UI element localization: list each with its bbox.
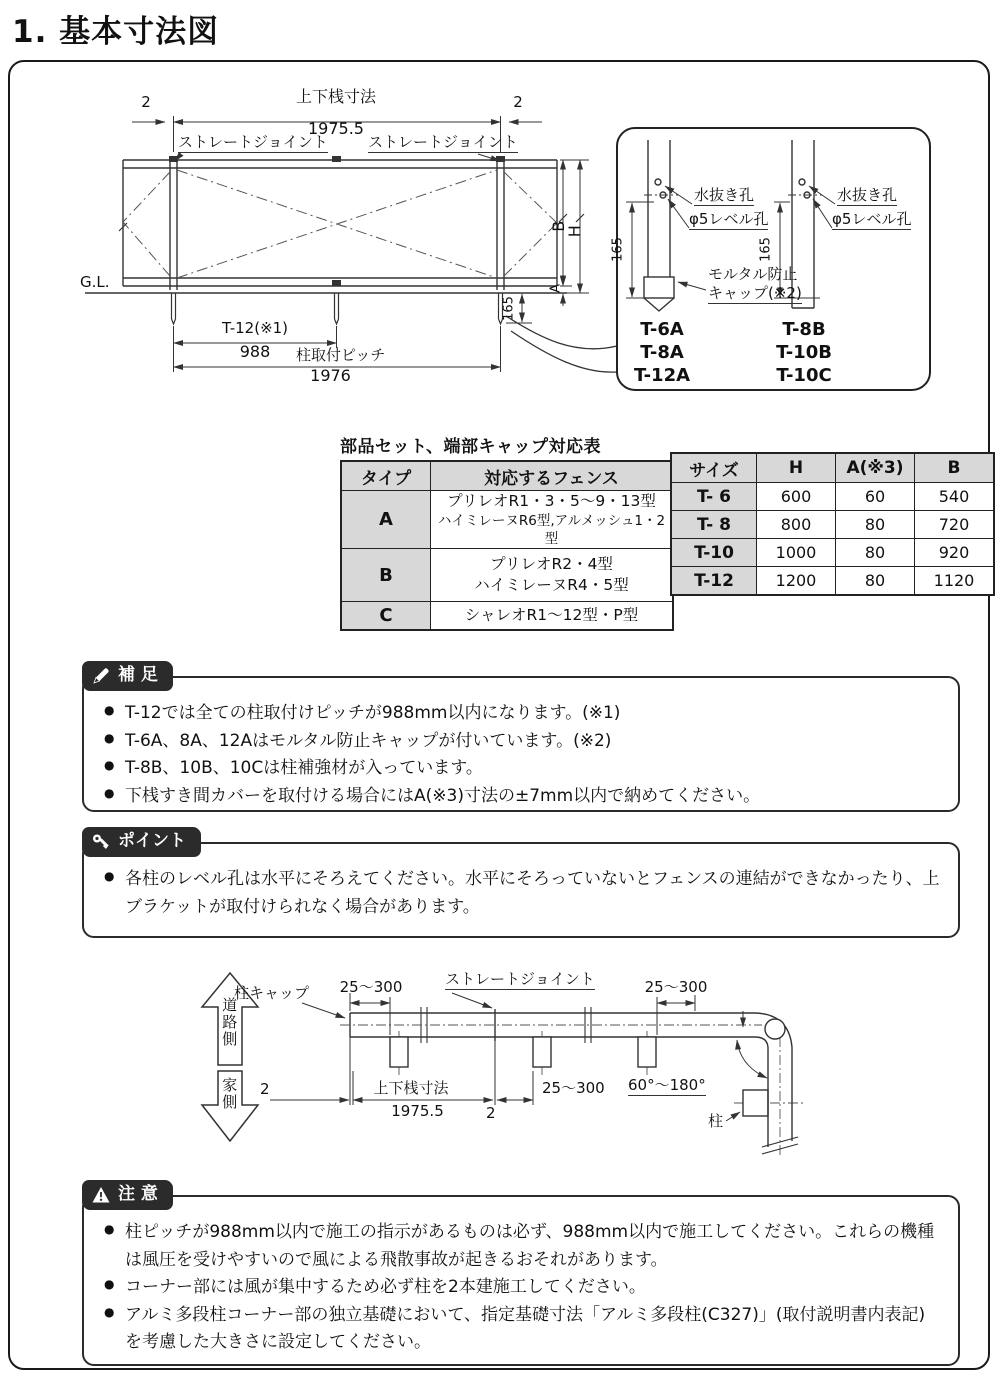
supplement-badge-label: 補 足 bbox=[118, 665, 158, 685]
model-label: T-10C bbox=[776, 365, 832, 386]
caution-badge-label: 注 意 bbox=[118, 1184, 158, 1204]
value-cell: 720 bbox=[915, 511, 995, 539]
level-hole-label-right: φ5レベル孔 bbox=[832, 211, 911, 230]
model-label: T-6A bbox=[640, 319, 684, 340]
model-label: T-10B bbox=[776, 342, 832, 363]
range-dim-left: 25〜300 bbox=[339, 978, 403, 996]
table-header-row bbox=[341, 461, 673, 491]
angle-range-label: 60°〜180° bbox=[628, 1077, 706, 1096]
fence-line: ハイミレーヌR6型,アルメッシュ1・2型 bbox=[437, 512, 666, 548]
value-cell: 80 bbox=[836, 567, 915, 596]
table-row bbox=[671, 511, 994, 539]
value-cell: 80 bbox=[836, 539, 915, 567]
panel-centerlines bbox=[123, 170, 557, 278]
pencil-icon bbox=[91, 666, 111, 686]
col-header-b: B bbox=[915, 453, 995, 483]
plan-dimensions bbox=[270, 993, 767, 1121]
dim-b-label: B bbox=[548, 220, 568, 232]
post-label: 柱 bbox=[708, 1112, 724, 1130]
gap-dim-right: 2 bbox=[513, 93, 523, 111]
level-hole-label-left: φ5レベル孔 bbox=[689, 211, 768, 230]
value-cell: 1000 bbox=[757, 539, 836, 567]
pitch-value: 1976 bbox=[310, 366, 351, 385]
note-item: ● T-8B、10B、10Cは柱補強材が入っています。 bbox=[104, 755, 942, 783]
note-item: ● 柱ピッチが988mm以内で施工の指示があるものは必ず、988mm以内で施工してください。これらの機種は風圧を受けやすいので風による飛散事故が起きるおそれがあります。 bbox=[104, 1219, 942, 1274]
note-item: ● 各柱のレベル孔は水平にそろえてください。水平にそろっていないとフェンスの連結ができなかったり、上ブラケットが取付けられなく場合があります。 bbox=[104, 866, 942, 921]
value-cell: 540 bbox=[915, 483, 995, 511]
rail-dim-value: 1975.5 bbox=[308, 119, 364, 138]
joint-ticks bbox=[169, 156, 505, 286]
t12-pitch-note: T-12(※1) bbox=[221, 319, 289, 337]
type-cell: C bbox=[341, 602, 431, 630]
gap-dim-left: 2 bbox=[260, 1080, 270, 1098]
dim-h-label: H bbox=[564, 225, 584, 238]
detail-callout-curves bbox=[506, 316, 617, 372]
size-table bbox=[670, 452, 995, 596]
table-row bbox=[341, 602, 673, 630]
col-header-h: H bbox=[757, 453, 836, 483]
ground-level-label: G.L. bbox=[80, 273, 110, 291]
supplement-badge bbox=[82, 661, 172, 690]
gap-dim-mid: 2 bbox=[486, 1104, 496, 1122]
size-cell: T-12 bbox=[671, 567, 757, 596]
corner-joint bbox=[755, 1013, 798, 1154]
size-cell: T- 8 bbox=[671, 511, 757, 539]
basic-dimension-diagram bbox=[70, 87, 950, 410]
dim-a-label: A bbox=[548, 284, 564, 293]
note-item: ● T-12では全ての柱取付けピッチが988mm以内になります。(※1) bbox=[104, 700, 942, 728]
caution-box bbox=[82, 1184, 960, 1366]
value-cell: 800 bbox=[757, 511, 836, 539]
t12-pitch-value: 988 bbox=[239, 342, 271, 361]
value-cell: 60 bbox=[836, 483, 915, 511]
supplement-box bbox=[82, 665, 960, 812]
point-badge bbox=[82, 827, 200, 856]
drain-hole-label-left: 水抜き孔 bbox=[694, 187, 754, 206]
size-table-block bbox=[670, 452, 995, 596]
value-cell: 920 bbox=[915, 539, 995, 567]
point-list bbox=[84, 844, 958, 929]
value-cell: 80 bbox=[836, 511, 915, 539]
range-dim-mid: 25〜300 bbox=[542, 1079, 605, 1097]
parts-table-title: 部品セット、端部キャップ対応表 bbox=[340, 437, 601, 457]
col-header-type: タイプ bbox=[341, 461, 431, 491]
mortar-cap-label-1: モルタル防止 bbox=[708, 265, 798, 283]
fence-cell: シャレオR1〜12型・P型 bbox=[431, 602, 674, 630]
size-cell: T-10 bbox=[671, 539, 757, 567]
plan-view-diagram bbox=[190, 953, 980, 1185]
note-item: ● コーナー部には風が集中するため必ず柱を2本建施工してください。 bbox=[104, 1274, 942, 1302]
value-cell: 600 bbox=[757, 483, 836, 511]
post-cap-label: 柱キャップ bbox=[234, 984, 310, 1002]
mortar-cap-label-2: キャップ(※2) bbox=[708, 285, 802, 304]
gap-dim-left: 2 bbox=[141, 93, 151, 111]
note-item: ● 下桟すき間カバーを取付ける場合にはA(※3)寸法の±7mm以内で納めてください。 bbox=[104, 783, 942, 811]
value-cell: 1200 bbox=[757, 567, 836, 596]
table-row bbox=[671, 567, 994, 596]
table-row bbox=[671, 539, 994, 567]
drain-hole-label-right: 水抜き孔 bbox=[837, 187, 897, 206]
col-header-fence: 対応するフェンス bbox=[431, 461, 674, 491]
type-cell: A bbox=[341, 491, 431, 549]
caution-list bbox=[84, 1197, 958, 1365]
pitch-label: 柱取付ピッチ bbox=[296, 346, 386, 364]
page-title: 1. 基本寸法図 bbox=[12, 14, 220, 50]
fence-line: プリレオR2・4型 bbox=[490, 555, 613, 574]
point-badge-label: ポイント bbox=[118, 831, 186, 851]
model-label: T-12A bbox=[633, 365, 691, 386]
range-dim-right: 25〜300 bbox=[644, 978, 708, 996]
house-side-label: 家側 bbox=[220, 1077, 239, 1111]
joint-label-right: ストレートジョイント bbox=[368, 134, 518, 153]
type-cell: B bbox=[341, 549, 431, 602]
supplement-list bbox=[84, 678, 958, 818]
col-header-a: A(※3) bbox=[836, 453, 915, 483]
fence-cell bbox=[431, 549, 674, 602]
road-side-label: 道路側 bbox=[220, 997, 239, 1048]
note-item: ● アルミ多段柱コーナー部の独立基礎において、指定基礎寸法「アルミ多段柱(C327)」(取付説明書内表記)を考慮した大きさに設定してください。 bbox=[104, 1302, 942, 1357]
embed-label-left: 165 bbox=[610, 237, 626, 262]
dimension-lines bbox=[119, 116, 589, 372]
caution-badge bbox=[82, 1180, 172, 1209]
table-row bbox=[671, 483, 994, 511]
rail-dim-label: 上下桟寸法 bbox=[295, 87, 376, 106]
table-row bbox=[341, 491, 673, 549]
fence-cell bbox=[431, 491, 674, 549]
embed-label-right: 165 bbox=[758, 237, 774, 262]
table-row bbox=[341, 549, 673, 602]
joint-label-left: ストレートジョイント bbox=[178, 134, 328, 153]
parts-cap-table bbox=[340, 460, 674, 631]
warning-icon bbox=[91, 1185, 111, 1205]
model-label: T-8A bbox=[640, 342, 684, 363]
joint-label: ストレートジョイント bbox=[445, 971, 595, 990]
parts-cap-table-block bbox=[340, 432, 674, 631]
col-header-size: サイズ bbox=[671, 453, 757, 483]
point-box bbox=[82, 831, 960, 938]
fence-line: ハイミレーヌR4・5型 bbox=[474, 576, 629, 595]
fence-line: プリレオR1・3・5〜9・13型 bbox=[447, 492, 656, 510]
value-cell: 1120 bbox=[915, 567, 995, 596]
key-icon bbox=[91, 832, 111, 852]
rail-dim-label: 上下桟寸法 bbox=[373, 1079, 449, 1097]
model-label: T-8B bbox=[782, 319, 826, 340]
note-item: ● T-6A、8A、12Aはモルタル防止キャップが付いています。(※2) bbox=[104, 728, 942, 756]
size-cell: T- 6 bbox=[671, 483, 757, 511]
embed-depth-label: 165 bbox=[501, 296, 517, 321]
rail-dim-value: 1975.5 bbox=[391, 1102, 444, 1120]
table-header-row bbox=[671, 453, 994, 483]
